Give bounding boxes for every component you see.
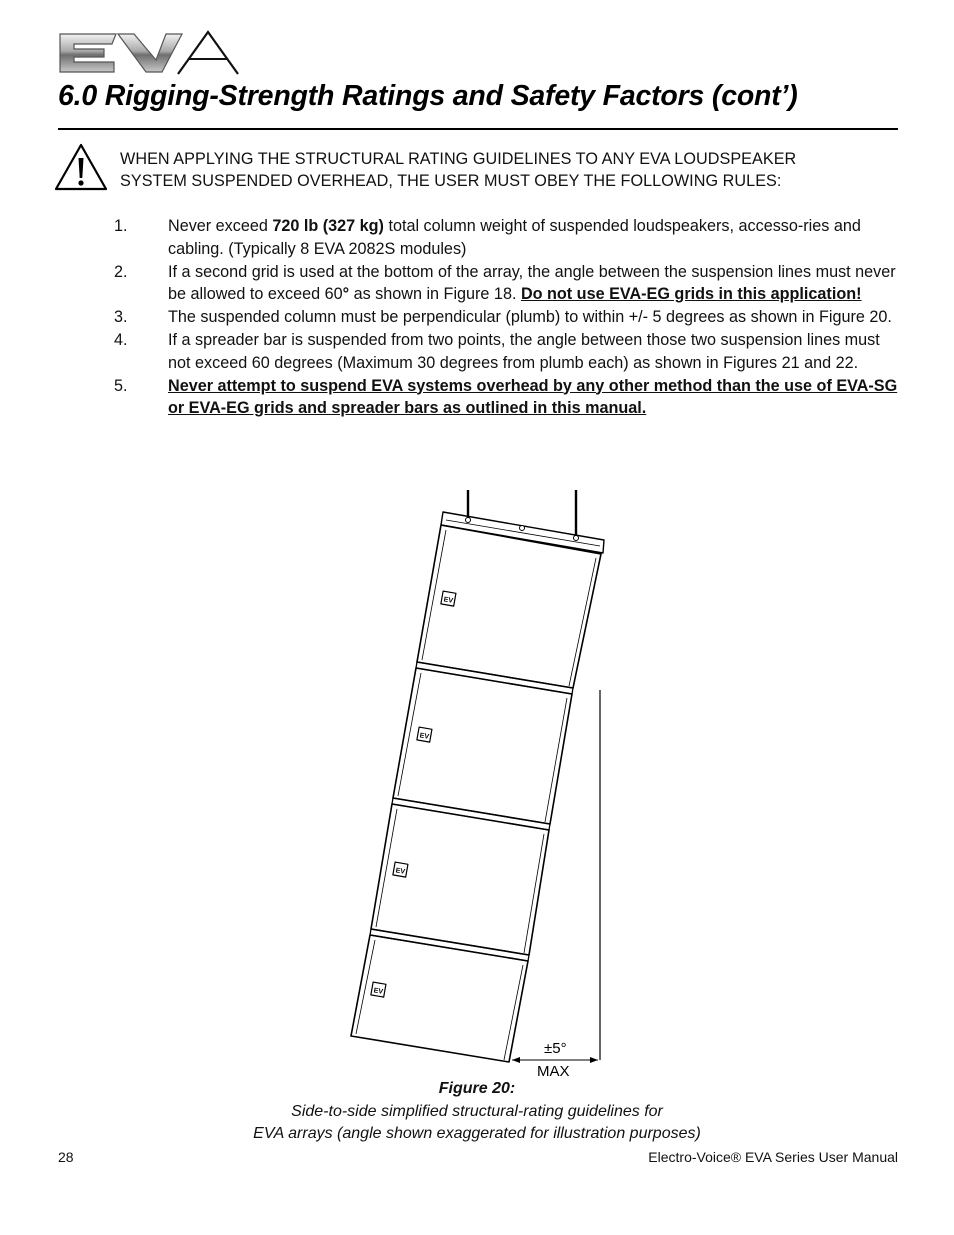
document-title: Electro-Voice® EVA Series User Manual	[648, 1149, 898, 1165]
rule-emphasis: °	[342, 285, 350, 303]
angle-label: ±5°	[544, 1040, 567, 1057]
max-label: MAX	[537, 1063, 570, 1080]
rule-number: 3.	[114, 308, 128, 326]
rule-number: 2.	[114, 262, 128, 281]
rule-item-1	[114, 215, 898, 260]
rule-warning-underlined: Do not use EVA-EG grids in this application!	[520, 285, 862, 303]
warning-text	[120, 148, 890, 192]
figure-caption-line-1: Side-to-side simplified structural-rating guidelines for	[291, 1103, 663, 1120]
loudspeaker-module-1	[416, 525, 601, 694]
title-rule	[58, 128, 898, 130]
eva-logo	[58, 28, 240, 78]
rule-emphasis: 720 lb (327 kg)	[272, 217, 384, 235]
rule-number: 4.	[114, 331, 128, 349]
rule-text: The suspended column must be perpendicular (plumb) to within +/- 5 degrees as shown in Figure 20.	[168, 308, 892, 326]
rule-text: If a second grid is used at the bottom of the array, the angle between the suspension lines must never be allowed to exceed 60	[168, 262, 896, 303]
rule-item-5	[114, 375, 898, 420]
rule-warning-underlined: Never attempt to suspend EVA systems overhead by any other method than the use of EVA-SG or EVA-EG grids and spreader bars as outlined in this manual.	[168, 376, 898, 417]
rule-item-2	[114, 261, 898, 306]
ev-logo: EV	[373, 987, 384, 996]
rule-number: 5.	[114, 376, 128, 395]
page-title: 6.0 Rigging-Strength Ratings and Safety Factors (cont’)	[58, 80, 798, 112]
rule-number: 1.	[114, 217, 128, 235]
warning-line-2: SYSTEM SUSPENDED OVERHEAD, THE USER MUST OBEY THE FOLLOWING RULES:	[120, 172, 782, 190]
figure-label: Figure 20:	[438, 1080, 516, 1097]
loudspeaker-module-3	[370, 804, 549, 961]
loudspeaker-module-2	[392, 668, 572, 830]
ev-logo: EV	[443, 596, 454, 605]
rule-text: If a spreader bar is suspended from two points, the angle between those two suspension lines must not exceed 60 degrees (Maximum 30 degrees from plumb each) as shown in Figures 21 and 22.	[168, 331, 880, 372]
rule-item-4	[114, 329, 898, 374]
figure-20-drawing	[340, 486, 620, 1086]
rule-item-3	[114, 306, 898, 329]
rule-text: Never exceed	[168, 217, 273, 235]
rule-text: as shown in Figure 18.	[349, 285, 521, 303]
warning-line-1: WHEN APPLYING THE STRUCTURAL RATING GUIDELINES TO ANY EVA LOUDSPEAKER	[120, 150, 797, 168]
figure-caption	[0, 1101, 954, 1145]
loudspeaker-module-4	[351, 935, 528, 1062]
logo-text: EVA	[58, 28, 60, 29]
ev-logo: EV	[419, 732, 430, 741]
ev-logo: EV	[395, 867, 406, 876]
rule-text: total column weight of suspended loudspeakers, accesso-ries and cabling. (Typically 8 EVA 2082S modules)	[168, 217, 861, 258]
page-number: 28	[58, 1149, 74, 1165]
figure-caption-line-2: EVA arrays (angle shown exaggerated for illustration purposes)	[253, 1125, 701, 1142]
warning-triangle-icon	[54, 142, 108, 192]
top-grid	[441, 512, 604, 553]
rules-list	[114, 215, 898, 420]
